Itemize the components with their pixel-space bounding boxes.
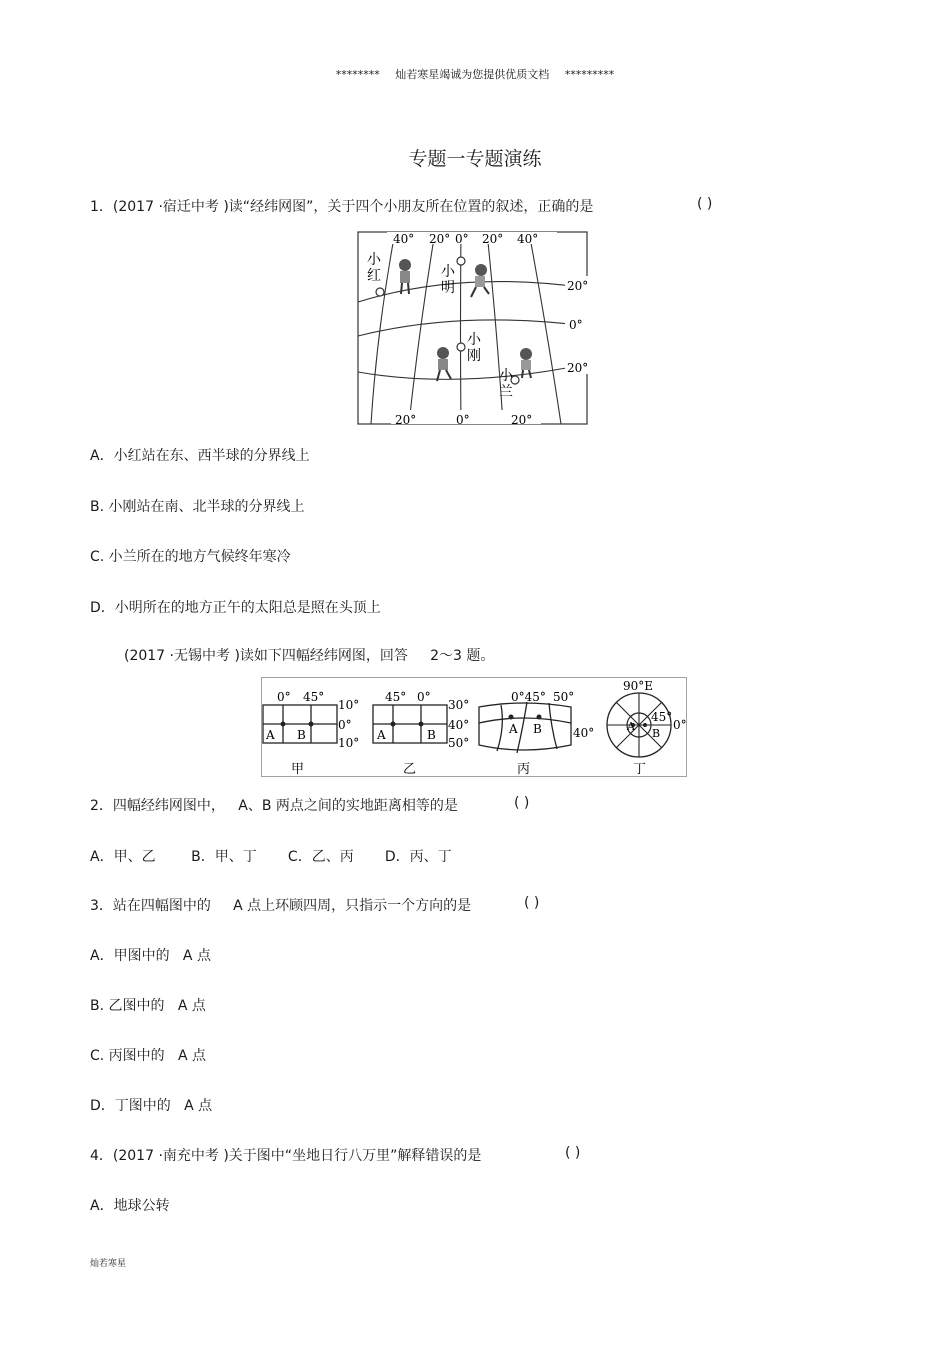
ding-right-0: 45°	[651, 710, 673, 724]
q1-answer-paren: ( )	[697, 196, 713, 212]
bing-point-b: B	[533, 722, 542, 736]
ding-top: 90°E	[623, 679, 654, 693]
kid-label-xiaohong-2: 红	[367, 268, 381, 284]
jia-point-b: B	[297, 728, 306, 742]
ding-point-b: B	[652, 727, 661, 740]
kid-label-xiaogang-1: 小	[467, 332, 481, 348]
panel-jia	[263, 690, 359, 777]
page-footer: 灿若寒星	[90, 1259, 127, 1269]
kid-figure-3	[437, 347, 451, 381]
yi-top-1: 0°	[417, 690, 431, 704]
fig1-right-label-0: 20°	[567, 279, 589, 293]
yi-point-b: B	[427, 728, 436, 742]
q3-option-a[interactable]: A．甲图中的 A 点	[90, 948, 211, 964]
ding-point-a: A	[627, 720, 635, 733]
panel-ding-label: 丁	[633, 762, 647, 777]
jia-top-1: 45°	[303, 690, 325, 704]
q4-stem: 4．(2017 ·南充中考 )关于图中“坐地日行八万里”解释错误的是	[90, 1148, 482, 1164]
yi-right-2: 50°	[448, 736, 470, 750]
figure-four-graticules	[261, 677, 687, 777]
jia-right-2: 10°	[338, 736, 360, 750]
fig1-top-label-3: 20°	[482, 232, 504, 246]
yi-top-0: 45°	[385, 690, 407, 704]
jia-right-1: 0°	[338, 718, 352, 732]
fig1-top-label-0: 40°	[393, 232, 415, 246]
q4-option-a[interactable]: A．地球公转	[90, 1198, 170, 1214]
yi-right-0: 30°	[448, 698, 470, 712]
q2-stem: 2．四幅经纬网图中， A、B 两点之间的实地距离相等的是	[90, 798, 458, 814]
q3-answer-paren: ( )	[524, 895, 540, 911]
q4-answer-paren: ( )	[565, 1145, 581, 1161]
fig1-top-label-1: 20°	[429, 232, 451, 246]
kid-label-xiaohong-1: 小	[367, 252, 381, 268]
q1-option-a[interactable]: A．小红站在东、西半球的分界线上	[90, 448, 310, 464]
kid-label-xiaogang-2: 刚	[467, 348, 481, 364]
figure-graticule-kids	[357, 230, 589, 426]
kid-label-xiaoming-2: 明	[441, 280, 455, 296]
jia-top-0: 0°	[277, 690, 291, 704]
fig1-top-label-4: 40°	[517, 232, 539, 246]
page-header	[0, 66, 950, 82]
q3-stem: 3．站在四幅图中的 A 点上环顾四周，只指示一个方向的是	[90, 898, 472, 914]
q3-option-d[interactable]: D．丁图中的 A 点	[90, 1098, 213, 1114]
kid-label-xiaolan-1: 小	[499, 368, 513, 384]
page-title: 专题一专题演练	[408, 148, 542, 170]
bing-right: 40°	[573, 726, 595, 740]
kid-label-xiaoming-1: 小	[441, 264, 455, 280]
q2-answer-paren: ( )	[514, 795, 530, 811]
fig1-bottom-label-1: 0°	[456, 413, 470, 426]
panel-bing	[479, 690, 594, 777]
q2-options[interactable]: A．甲、乙 B．甲、丁 C．乙、丙 D．丙、丁	[90, 849, 452, 865]
q1-option-c[interactable]: C. 小兰所在的地方气候终年寒冷	[90, 549, 291, 565]
panel-yi-label: 乙	[403, 762, 417, 777]
jia-point-a: A	[266, 728, 275, 742]
kid-figure-2	[471, 264, 489, 297]
q3-option-c[interactable]: C. 丙图中的 A 点	[90, 1048, 207, 1064]
fig1-bottom-label-2: 20°	[511, 413, 533, 426]
panel-jia-label: 甲	[291, 762, 305, 777]
bing-point-a: A	[509, 722, 518, 736]
fig1-right-label-1: 0°	[569, 318, 583, 332]
panel-yi	[373, 690, 469, 777]
kid-figure-1	[399, 259, 411, 294]
fig1-meridians	[371, 232, 561, 424]
q1-stem: 1．(2017 ·宿迁中考 )读“经纬网图”，关于四个小朋友所在位置的叙述，正确的是	[90, 199, 594, 215]
q23-intro: (2017 ·无锡中考 )读如下四幅经纬网图，回答 2～3 题。	[124, 648, 495, 664]
header-stars-right: *********	[564, 68, 615, 81]
bing-top-1: 50°	[553, 690, 575, 704]
yi-point-a: A	[377, 728, 386, 742]
q3-option-b[interactable]: B. 乙图中的 A 点	[90, 998, 206, 1014]
jia-right-0: 10°	[338, 698, 360, 712]
ding-right-1: 0°	[673, 718, 687, 732]
fig1-top-label-2: 0°	[455, 232, 469, 246]
q1-option-d[interactable]: D．小明所在的地方正午的太阳总是照在头顶上	[90, 600, 381, 616]
kid-figure-4	[520, 348, 532, 378]
q1-option-b[interactable]: B. 小刚站在南、北半球的分界线上	[90, 499, 305, 515]
header-stars-left: ********	[335, 68, 380, 81]
kid-label-xiaolan-2: 兰	[499, 384, 513, 400]
header-text: 灿若寒星竭诚为您提供优质文档	[395, 68, 550, 81]
fig1-right-label-2: 20°	[567, 361, 589, 375]
panel-ding	[607, 679, 687, 777]
panel-bing-label: 丙	[517, 762, 531, 777]
fig1-bottom-label-0: 20°	[395, 413, 417, 426]
yi-right-1: 40°	[448, 718, 470, 732]
bing-top-0: 0°45°	[511, 690, 546, 704]
fig1-frame	[358, 232, 587, 424]
